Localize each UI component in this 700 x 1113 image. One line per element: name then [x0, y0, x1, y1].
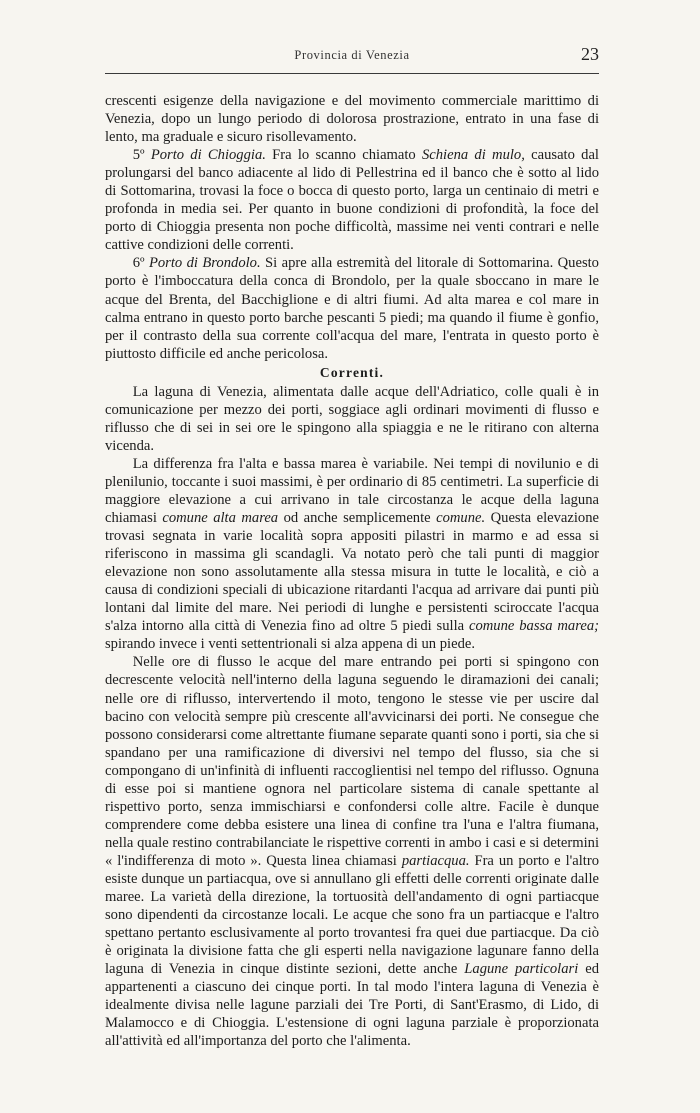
text-run: Si apre alla estremità del litorale di Sottomarina. Questo porto è l'imboccatura della conca di Brondolo, per la quale sboccano in mare le acque del Brenta, del Bacchiglione e di altri fiumi. Ad alta marea e col mare in calma entrano in questo porto barche pescanti 5 piedi; ma quando il fiume è gonfio, per il contrasto della sua corrente coll'acqua del mare, l'entrata in questo porto è piuttosto difficile ed anche pericolosa.	[105, 255, 599, 362]
italic-term: comune bassa marea;	[468, 618, 599, 635]
paragraph-flusso	[105, 653, 599, 1050]
page-number: 23	[581, 44, 599, 64]
text-run: Nelle ore di flusso le acque del mare entrando pei porti si spingono con decrescente velocità nell'interno della laguna seguendo le diramazioni dei canali; nelle ore di riflusso, intervertendo il moto, tengono le stesse vie per uscire dal bacino con velocità sempre più crescente all'avvicinarsi dei porti. Ne consegue che possono considerarsi come altrettante fiumane separate quanti sono i porti, sia che si spandano per una ramificazione di diversivi nel tempo del flusso, sia che si compongano di un'infinità di influenti raccoglientisi nel tempo del riflusso. Ognuna di esse poi si mantiene ognora nel particolare sistema di canale spettante al rispettivo porto, senza immischiarsi e confondersi colle altre. Facile è dunque comprendere come debba esistere una linea di confine tra l'una e l'altra fiumana, nella quale restino contrabilanciate le rispettive correnti in ambo i casi e si determini « l'indifferenza di moto ». Questa linea chiamasi	[105, 654, 599, 869]
paragraph-porto-brondolo	[105, 254, 599, 362]
italic-term: Lagune particolari	[464, 961, 579, 978]
item-number: 6º	[132, 255, 149, 272]
section-name: Porto di Chioggia.	[150, 147, 266, 164]
text-body	[105, 92, 599, 1050]
item-number: 5º	[132, 147, 151, 164]
italic-term: comune alta marea	[162, 510, 279, 527]
paragraph-porto-chioggia	[105, 146, 599, 254]
paragraph-marea	[105, 455, 599, 654]
text-run: Questa elevazione trovasi segnata in varie località sopra appositi pilastri in marmo e ad essa si riferiscono in massima gli scandagli. Va notato però che tali punti di maggior elevazione non sono assolutamente alla stessa misura in tutte le località, e ciò a causa di condizioni speciali di ubicazione ritardanti l'acqua ad arrivare dai punti più lontani dal limite del mare. Nei periodi di lunghe e persistenti sciroccate l'acqua s'alza intorno alla città di Venezia fino ad oltre 5 piedi sulla	[105, 510, 599, 635]
text-run: ed appartenenti a ciascuno dei cinque porti. In tal modo l'intera laguna di Venezia è idealmente divisa nelle lagune parziali dei Tre Porti, di Sant'Erasmo, di Lido, di Malamocco e di Chioggia. L'estensione di ogni laguna parziale è proporzionata all'attività ed all'importanza del porto che l'alimenta.	[105, 961, 600, 1050]
section-name: Porto di Brondolo.	[148, 255, 261, 272]
italic-term: comune.	[436, 510, 486, 527]
paragraph-laguna: La laguna di Venezia, alimentata dalle acque dell'Adriatico, colle quali è in comunicazione per mezzo dei porti, soggiace agli ordinari movimenti di flusso e riflusso che di sei in sei ore le spingono alla spiaggia e ne le ritirano con alterna vicenda.	[105, 383, 599, 454]
section-heading: Correnti.	[319, 364, 385, 380]
text-run: od anche semplicemente	[278, 510, 437, 527]
running-header	[105, 44, 599, 70]
text-run: La differenza fra l'alta e bassa marea è variabile. Nei tempi di novilunio e di plenilunio, toccante i suoi massimi, è per ordinario di 85 centimetri. La superficie di maggiore elevazione a cui arrivano in tale circostanza le acque della laguna chiamasi	[105, 455, 599, 527]
italic-term: Schiena di mulo,	[421, 147, 525, 164]
text-run: causato dal prolungarsi del banco adiacente al lido di Pellestrina ed il banco che è sotto al lido di Sottomarina, trovasi la foce o bocca di questo porto, larga un centinaio di metri e profonda in media sei. Per quanto in buone condizioni di profondità, la foce del porto di Chioggia presenta non poche difficoltà, massime nei venti contrari e nelle cattive condizioni delle correnti.	[105, 147, 599, 254]
italic-term: partiacqua.	[401, 852, 470, 869]
header-rule	[105, 73, 599, 74]
text-run: spirando invece i venti settentrionali si alza appena di un piede.	[105, 636, 475, 653]
text-run: Fra un porto e l'altro esiste dunque un partiacqua, ove si annullano gli effetti delle correnti originate dalle maree. La varietà della direzione, la tortuosità dell'andamento di ogni partiacque sono dipendenti da circostanze locali. Le acque che sono fra un partiacque e l'altro spettano pertanto esclusivamente al porto trovantesi fra quei due partiacque. Da ciò è originata la divisione fatta che gli esperti nella navigazione lagunare fanno della laguna di Venezia in cinque distinte sezioni, dette anche	[105, 852, 599, 978]
paragraph-continued: crescenti esigenze della navigazione e del movimento commerciale marittimo di Venezia, dopo un lungo periodo di dolorosa prostrazione, entrato in una fase di lento, ma graduale e sicuro risollevamento.	[105, 93, 599, 146]
header-title: Provincia di Venezia	[294, 48, 410, 62]
text-run: Fra lo scanno chiamato	[265, 147, 422, 164]
